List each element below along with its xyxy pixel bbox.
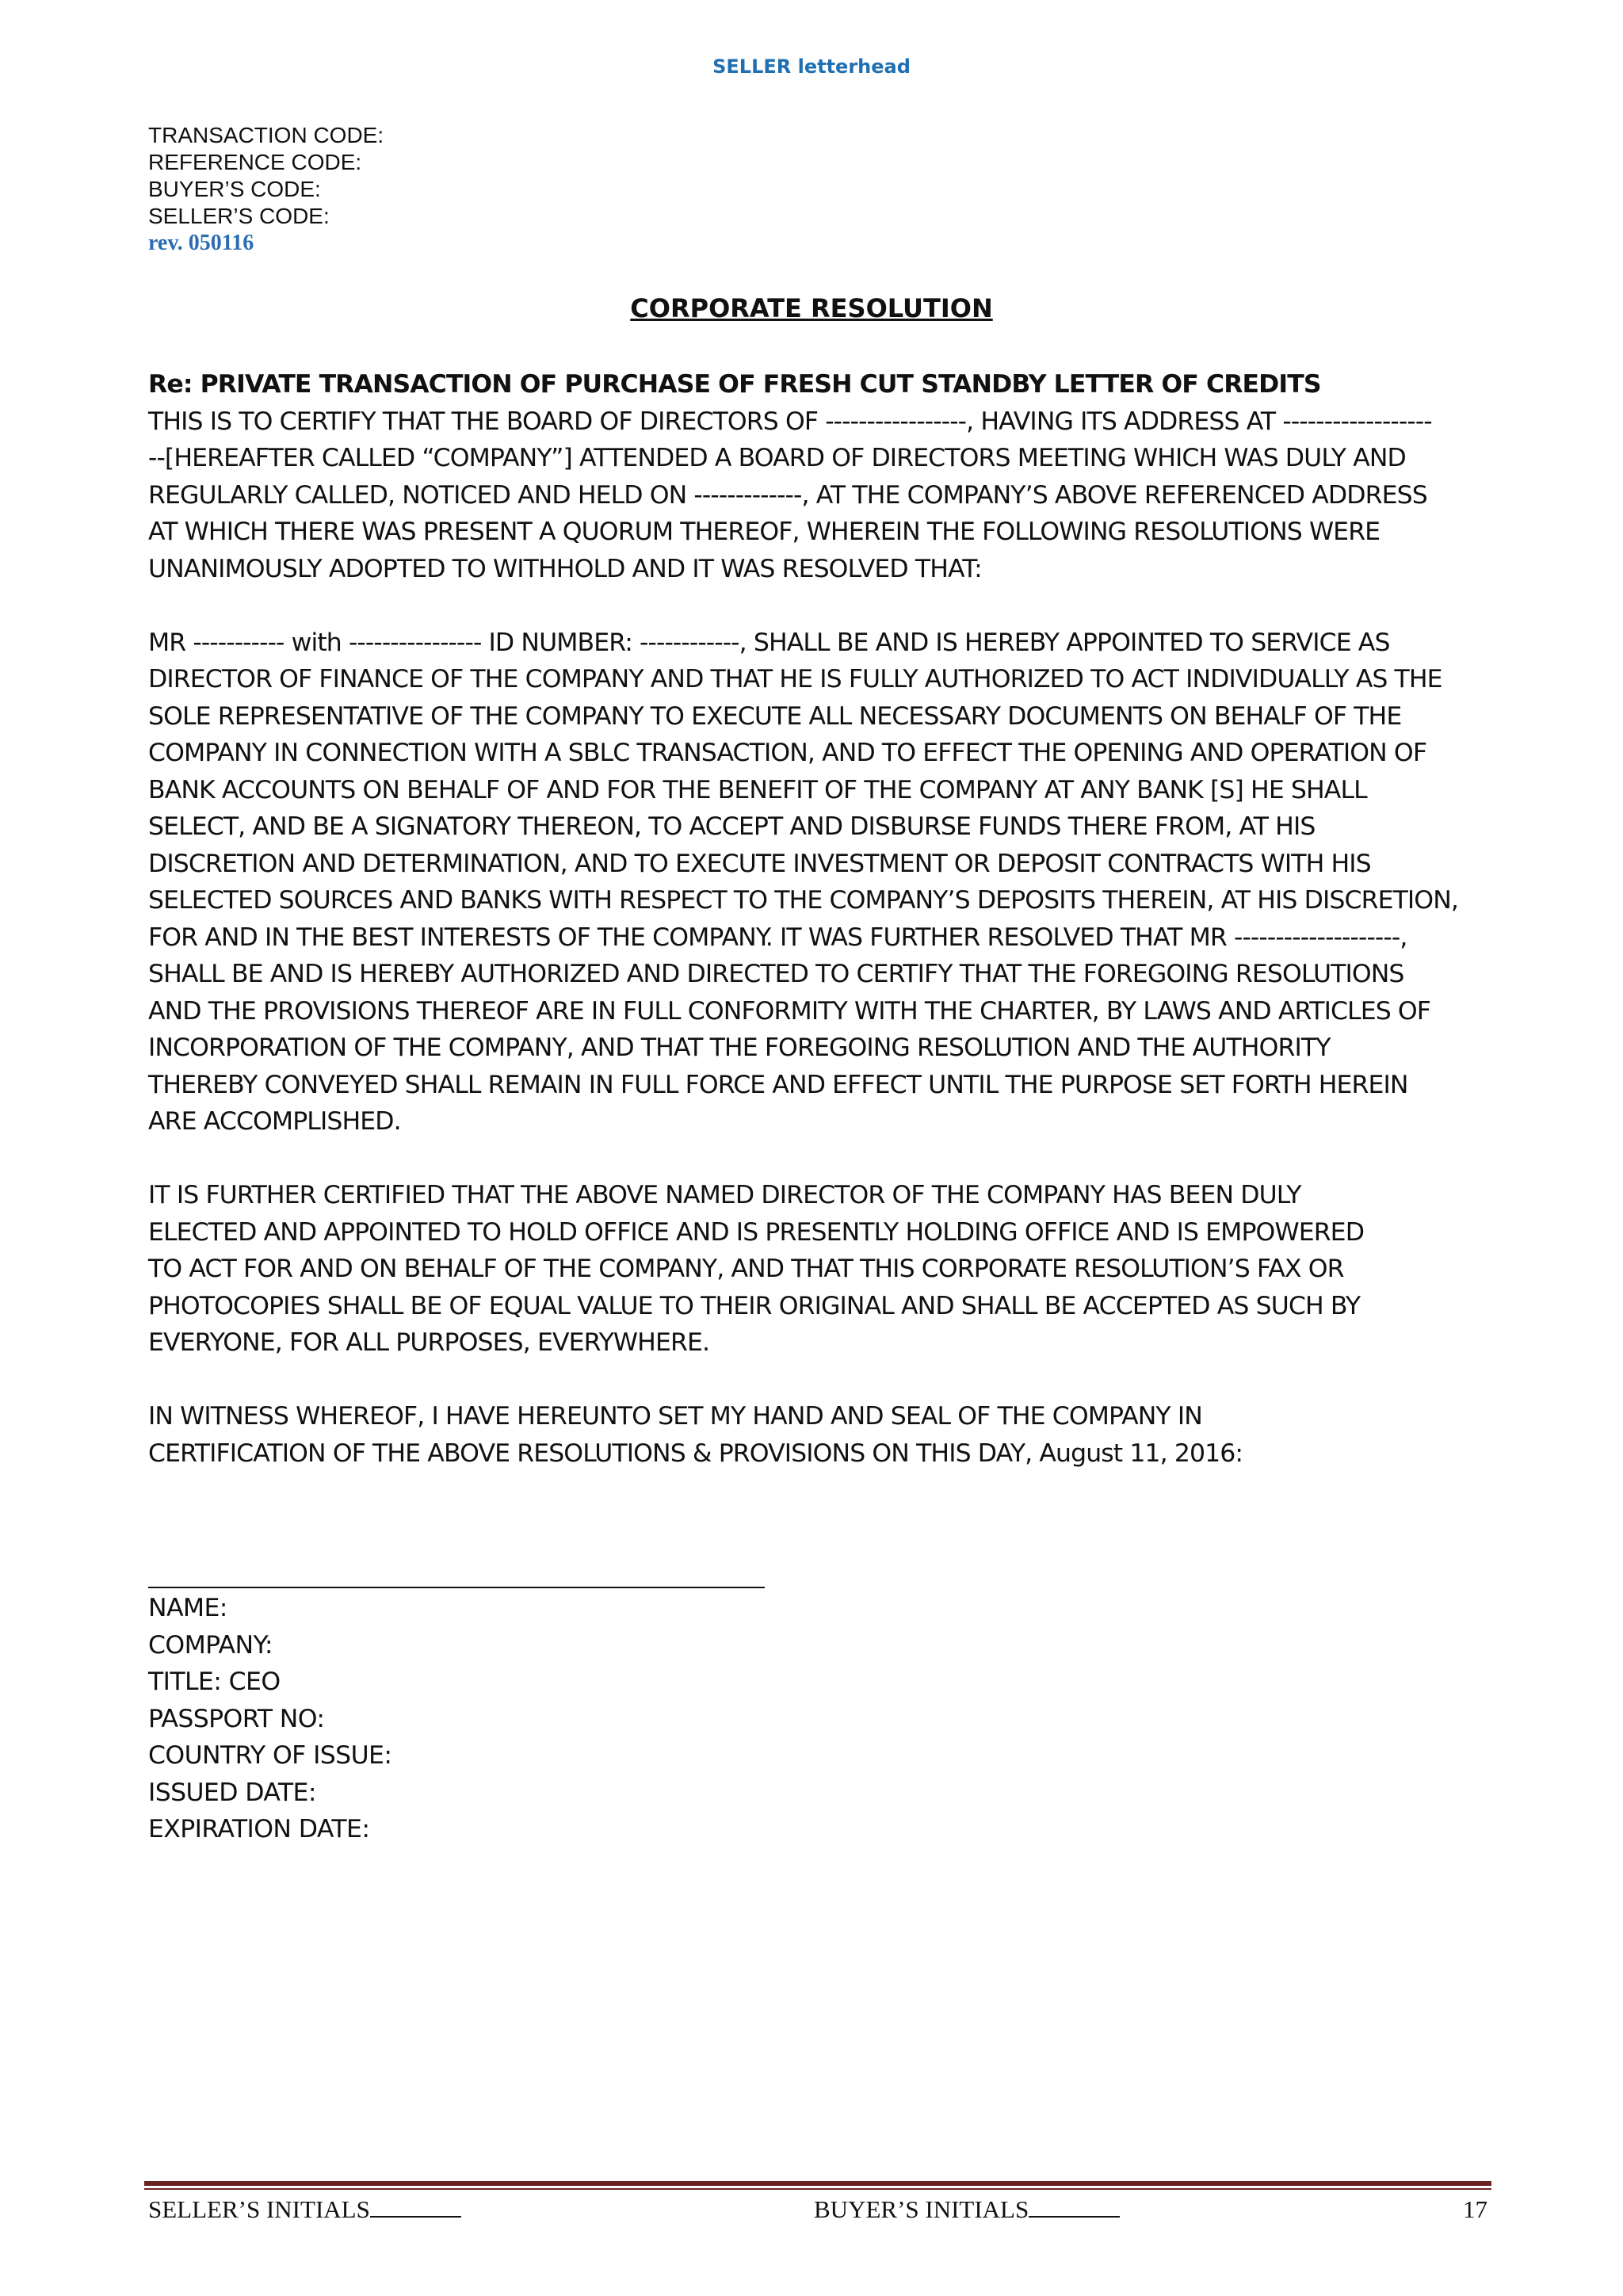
signature-fields xyxy=(148,1590,391,1848)
text-line: THIS IS TO CERTIFY THAT THE BOARD OF DIRECTORS OF -----------------, HAVING ITS ADDRESS AT ------------------ xyxy=(148,407,1432,436)
buyer-initials-label: BUYER’S INITIALS xyxy=(814,2195,1029,2223)
transaction-code-label: TRANSACTION CODE: xyxy=(148,123,384,147)
revision-label: rev. 050116 xyxy=(148,231,254,255)
passport-field-label: PASSPORT NO: xyxy=(148,1704,325,1733)
text-line: IN WITNESS WHEREOF, I HAVE HEREUNTO SET MY HAND AND SEAL OF THE COMPANY IN xyxy=(148,1402,1202,1431)
text-line: SELECTED SOURCES AND BANKS WITH RESPECT TO THE COMPANY’S DEPOSITS THEREIN, AT HIS DISCRETION, xyxy=(148,886,1458,915)
paragraph-gap xyxy=(148,587,1495,625)
text-line: DIRECTOR OF FINANCE OF THE COMPANY AND THAT HE IS FULLY AUTHORIZED TO ACT INDIVIDUALLY AS THE xyxy=(148,665,1442,693)
text-line: COMPANY IN CONNECTION WITH A SBLC TRANSACTION, AND TO EFFECT THE OPENING AND OPERATION OF xyxy=(148,739,1427,767)
paragraph-gap xyxy=(148,1140,1495,1178)
buyer-code-label: BUYER’S CODE: xyxy=(148,177,321,201)
text-line: SELECT, AND BE A SIGNATORY THEREON, TO ACCEPT AND DISBURSE FUNDS THERE FROM, AT HIS xyxy=(148,812,1316,841)
text-line: THEREBY CONVEYED SHALL REMAIN IN FULL FORCE AND EFFECT UNTIL THE PURPOSE SET FORTH HEREIN xyxy=(148,1070,1408,1099)
text-line: MR ----------- with ---------------- ID NUMBER: ------------, SHALL BE AND IS HEREBY APPOINTED TO SERVICE AS xyxy=(148,628,1390,657)
seller-initials xyxy=(148,2195,461,2224)
text-line: --[HEREAFTER CALLED “COMPANY”] ATTENDED A BOARD OF DIRECTORS MEETING WHICH WAS DULY AND xyxy=(148,444,1406,472)
page-footer xyxy=(148,2195,1487,2227)
footer-rule-thin xyxy=(144,2188,1491,2190)
text-line: UNANIMOUSLY ADOPTED TO WITHHOLD AND IT WAS RESOLVED THAT: xyxy=(148,554,982,583)
text-line: ELECTED AND APPOINTED TO HOLD OFFICE AND IS PRESENTLY HOLDING OFFICE AND IS EMPOWERED xyxy=(148,1217,1365,1247)
subject-line: Re: PRIVATE TRANSACTION OF PURCHASE OF FRESH CUT STANDBY LETTER OF CREDITS xyxy=(148,370,1321,399)
text-line: PHOTOCOPIES SHALL BE OF EQUAL VALUE TO THEIR ORIGINAL AND SHALL BE ACCEPTED AS SUCH BY xyxy=(148,1291,1361,1320)
footer-rule-thick xyxy=(144,2181,1491,2186)
company-field-label: COMPANY: xyxy=(148,1630,273,1660)
paragraph-gap xyxy=(148,1362,1495,1399)
text-line: SOLE REPRESENTATIVE OF THE COMPANY TO EXECUTE ALL NECESSARY DOCUMENTS ON BEHALF OF THE xyxy=(148,701,1402,731)
letterhead: SELLER letterhead xyxy=(712,55,911,78)
buyer-initials-blank xyxy=(1029,2195,1120,2218)
text-line: REGULARLY CALLED, NOTICED AND HELD ON -------------, AT THE COMPANY’S ABOVE REFERENCED ADDRESS xyxy=(148,480,1427,510)
issued-date-field-label: ISSUED DATE: xyxy=(148,1778,316,1807)
paragraph-certification xyxy=(148,403,1495,588)
text-line: TO ACT FOR AND ON BEHALF OF THE COMPANY, AND THAT THIS CORPORATE RESOLUTION’S FAX OR xyxy=(148,1255,1344,1283)
text-line: SHALL BE AND IS HEREBY AUTHORIZED AND DIRECTED TO CERTIFY THAT THE FOREGOING RESOLUTIONS xyxy=(148,960,1404,988)
signature-line xyxy=(148,1587,765,1588)
paragraph-appointment xyxy=(148,625,1495,1140)
text-line: ARE ACCOMPLISHED. xyxy=(148,1107,401,1136)
document-title: CORPORATE RESOLUTION xyxy=(630,293,993,323)
text-line: DISCRETION AND DETERMINATION, AND TO EXECUTE INVESTMENT OR DEPOSIT CONTRACTS WITH HIS xyxy=(148,849,1371,878)
text-line: IT IS FURTHER CERTIFIED THAT THE ABOVE NAMED DIRECTOR OF THE COMPANY HAS BEEN DULY xyxy=(148,1181,1301,1209)
text-line: FOR AND IN THE BEST INTERESTS OF THE COMPANY. IT WAS FURTHER RESOLVED THAT MR --------------------, xyxy=(148,923,1407,952)
paragraph-further-certified xyxy=(148,1177,1495,1362)
text-line: BANK ACCOUNTS ON BEHALF OF AND FOR THE BENEFIT OF THE COMPANY AT ANY BANK [S] HE SHALL xyxy=(148,775,1367,804)
country-of-issue-field-label: COUNTRY OF ISSUE: xyxy=(148,1741,392,1770)
text-line: AND THE PROVISIONS THEREOF ARE IN FULL CONFORMITY WITH THE CHARTER, BY LAWS AND ARTICLES OF xyxy=(148,996,1431,1026)
seller-code-label: SELLER’S CODE: xyxy=(148,204,330,228)
title-field-label: TITLE: CEO xyxy=(148,1668,281,1696)
text-line: CERTIFICATION OF THE ABOVE RESOLUTIONS & PROVISIONS ON THIS DAY, August 11, 2016: xyxy=(148,1438,1243,1468)
seller-initials-blank xyxy=(370,2195,461,2218)
seller-initials-label: SELLER’S INITIALS xyxy=(148,2195,370,2223)
page-number: 17 xyxy=(1463,2195,1487,2223)
name-field-label: NAME: xyxy=(148,1594,227,1622)
expiration-date-field-label: EXPIRATION DATE: xyxy=(148,1815,370,1843)
text-line: EVERYONE, FOR ALL PURPOSES, EVERYWHERE. xyxy=(148,1328,710,1357)
code-block xyxy=(148,122,384,257)
paragraph-witness xyxy=(148,1398,1495,1472)
reference-code-label: REFERENCE CODE: xyxy=(148,150,362,174)
document-body xyxy=(148,366,1495,1472)
buyer-initials xyxy=(814,2195,1120,2224)
text-line: INCORPORATION OF THE COMPANY, AND THAT THE FOREGOING RESOLUTION AND THE AUTHORITY xyxy=(148,1033,1331,1062)
text-line: AT WHICH THERE WAS PRESENT A QUORUM THEREOF, WHEREIN THE FOLLOWING RESOLUTIONS WERE xyxy=(148,518,1381,546)
